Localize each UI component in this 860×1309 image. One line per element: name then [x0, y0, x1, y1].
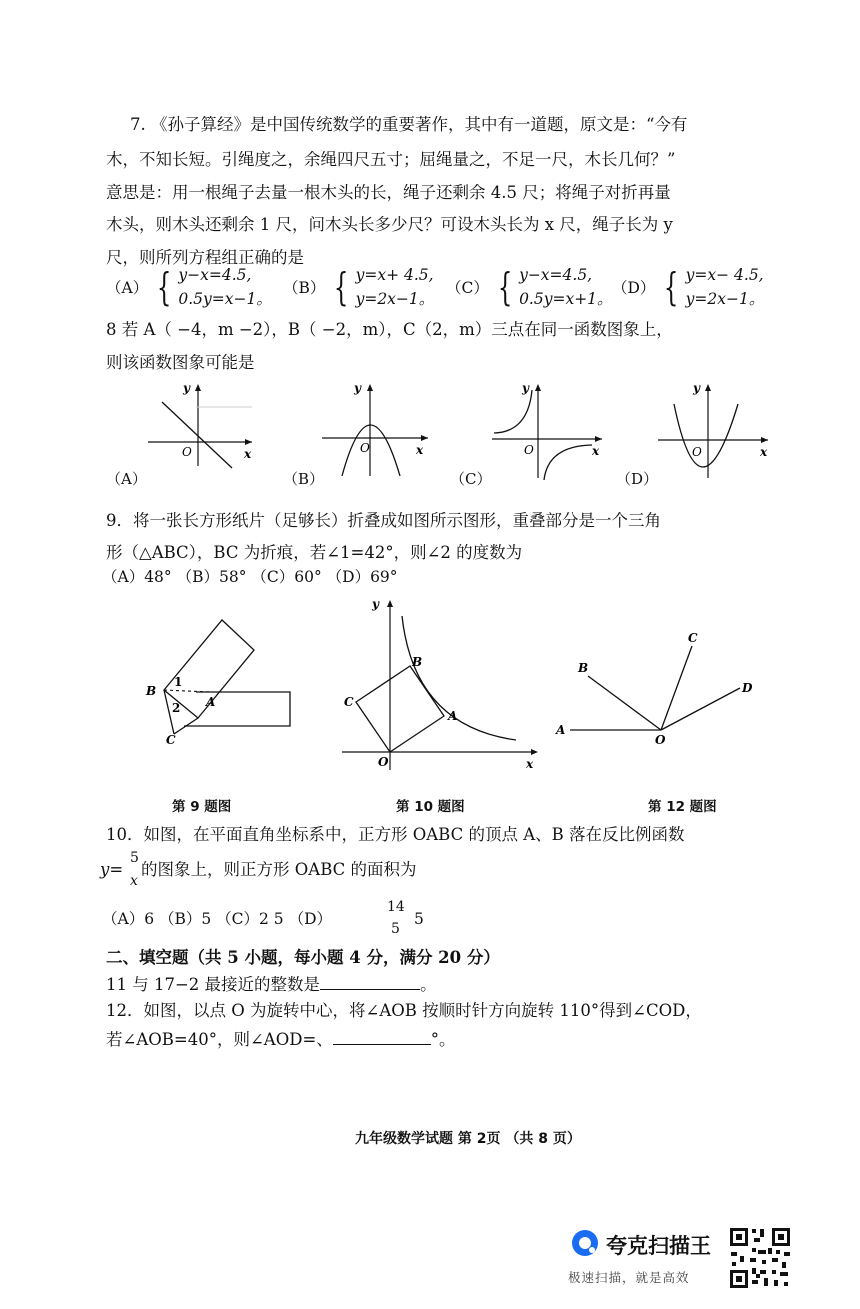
- option-label: （C）: [446, 279, 489, 297]
- hyperbola-branch-right: [544, 445, 592, 480]
- brand-name: 夸克扫描王: [606, 1234, 711, 1258]
- axis-label-y: y: [372, 597, 379, 611]
- axis-label-y: y: [522, 381, 529, 395]
- q8-graph-b: [316, 380, 436, 480]
- axis-label-y: y: [354, 381, 361, 395]
- q8-graph-a: [140, 380, 260, 470]
- axis-label-x: x: [244, 447, 252, 461]
- axis-label-y: y: [693, 381, 700, 395]
- q10-frac-den: x: [130, 873, 138, 889]
- q11-line: [106, 977, 437, 994]
- origin-label: O: [360, 441, 370, 455]
- q11-text: 11 与 17−2 最接近的整数是: [106, 975, 321, 994]
- origin-label: O: [692, 445, 702, 459]
- q8-option-d-label: （D）: [616, 470, 659, 488]
- parabola: [342, 425, 400, 476]
- hyperbola-branch-left: [494, 390, 532, 433]
- graph-line: [162, 402, 232, 468]
- axis-label-x: x: [760, 445, 768, 459]
- label-b: B: [146, 684, 157, 698]
- q7-line-1: 7. 《孙子算经》是中国传统数学的重要著作，其中有一道题，原文是：“今有: [130, 115, 688, 134]
- q11-end: 。: [420, 975, 437, 994]
- label-c: C: [166, 733, 176, 747]
- label-d: D: [742, 681, 753, 695]
- q9-line-2: 形（△ABC），BC 为折痕，若∠1=42°，则∠2 的度数为: [106, 543, 523, 562]
- q8-graph-c: [488, 380, 608, 480]
- q8-option-b-label: （B）: [283, 470, 325, 488]
- q8-option-a-label: （A）: [106, 470, 147, 488]
- q12-end: °。: [430, 1030, 456, 1049]
- fig12-rotated-angles: [550, 628, 770, 746]
- x-axis-arrow-icon: [595, 436, 602, 442]
- equation: y=2x−1。: [355, 290, 435, 308]
- option-label: （B）: [283, 279, 326, 297]
- q12-line-2: [106, 1032, 456, 1049]
- q9-options: （A）48° （B）58° （C）60° （D）69°: [102, 568, 398, 586]
- equation: y=x− 4.5,: [685, 266, 764, 284]
- equation: y=x+ 4.5,: [355, 266, 434, 284]
- q12-line-1: 12．如图，以点 O 为旋转中心，将∠AOB 按顺时针方向旋转 110°得到∠COD，: [106, 1001, 702, 1020]
- brace-icon: {: [664, 265, 679, 309]
- q10-line-2: 的图象上，则正方形 OABC 的面积为: [141, 860, 417, 879]
- option-label: （D）: [612, 279, 656, 297]
- x-axis-arrow-icon: [761, 437, 768, 443]
- label-c: C: [344, 695, 354, 709]
- q10-options: （A）6 （B）5 （C）2 5 （D）: [102, 910, 333, 928]
- ray-od: [661, 688, 740, 730]
- q12-text: 若∠AOB=40°，则∠AOD=、: [106, 1030, 333, 1049]
- axis-label-x: x: [416, 443, 424, 457]
- axis-label-y: y: [183, 381, 190, 395]
- ray-ob: [588, 676, 661, 730]
- q8-graph-d: [652, 380, 776, 480]
- origin-label: O: [524, 443, 534, 457]
- q7-option-c: [446, 263, 613, 311]
- equation: 0.5y=x+1。: [519, 290, 613, 308]
- q7-option-d: [612, 263, 764, 311]
- q7-line-3: 意思是：用一根绳子去量一根木头的长，绳子还剩余 4.5 尺；将绳子对折再量: [106, 183, 671, 202]
- fig9-folded-paper: [140, 612, 300, 748]
- label-b: B: [578, 661, 589, 675]
- square-oabc: [356, 666, 444, 752]
- equation: y=2x−1。: [685, 290, 765, 308]
- brace-icon: {: [157, 265, 172, 309]
- y-axis-arrow-icon: [535, 384, 541, 391]
- section-2-title: 二、填空题（共 5 小题，每小题 4 分，满分 20 分）: [106, 948, 500, 967]
- brace-icon: {: [334, 265, 349, 309]
- equation: 0.5y=x−1。: [178, 290, 272, 308]
- equation: y−x=4.5,: [178, 266, 252, 284]
- q7-line-2: 木，不知长短。引绳度之，余绳四尺五寸；屈绳量之，不足一尺，木长几何？”: [106, 150, 676, 169]
- x-axis-arrow-icon: [531, 749, 538, 755]
- origin-label: O: [378, 755, 389, 769]
- page-footer: 九年级数学试题 第 2页 （共 8 页）: [355, 1131, 581, 1147]
- q7-option-a: [106, 263, 272, 311]
- q7-line-4: 木头，则木头还剩余 1 尺，问木头长多少尺？可设木头长为 x 尺，绳子长为 y: [106, 215, 673, 234]
- q8-line-2: 则该函数图象可能是: [106, 353, 255, 372]
- hyperbola-curve: [402, 616, 516, 740]
- label-a: A: [556, 723, 566, 737]
- label-b: B: [412, 655, 423, 669]
- angle-1-label: 1: [174, 675, 183, 689]
- q10-opt-d-post: 5: [414, 910, 424, 928]
- fig10-caption: 第 10 题图: [396, 799, 465, 815]
- option-label: （A）: [106, 279, 149, 297]
- q12-answer-blank: [333, 1044, 431, 1045]
- equation: y−x=4.5,: [519, 266, 593, 284]
- q10-line-1: 10．如图，在平面直角坐标系中，正方形 OABC 的顶点 A、B 落在反比例函数: [106, 825, 685, 844]
- q9-line-1: 9．将一张长方形纸片（足够长）折叠成如图所示图形，重叠部分是一个三角: [106, 511, 661, 530]
- q8-line-1: 8 若 A（ −4，m −2），B（ −2，m），C（2，m）三点在同一函数图象上，: [106, 320, 673, 339]
- label-a: A: [448, 709, 458, 723]
- qr-code-icon: [728, 1226, 792, 1290]
- fig12-caption: 第 12 题图: [648, 799, 717, 815]
- q10-opt-d-num: 14: [387, 899, 405, 915]
- fig10-square-hyperbola: [336, 596, 548, 776]
- y-axis-arrow-icon: [705, 384, 711, 391]
- axis-label-x: x: [526, 757, 534, 771]
- y-axis-arrow-icon: [387, 600, 393, 607]
- angle-2-label: 2: [172, 701, 181, 715]
- brand-logo-icon: [570, 1228, 600, 1258]
- q11-answer-blank: [320, 989, 420, 990]
- label-a: A: [206, 695, 216, 709]
- q7-option-b: [283, 263, 434, 311]
- label-o: O: [655, 733, 666, 746]
- x-axis-arrow-icon: [421, 435, 428, 441]
- origin-label: O: [182, 445, 192, 459]
- fig9-caption: 第 9 题图: [172, 799, 232, 815]
- x-axis-arrow-icon: [245, 439, 252, 445]
- q10-opt-d-den: 5: [391, 921, 400, 937]
- brace-icon: {: [497, 265, 513, 309]
- q8-option-c-label: （C）: [450, 470, 492, 488]
- axis-label-x: x: [592, 444, 600, 458]
- q10-y-equals: y=: [100, 860, 124, 879]
- brand-slogan: 极速扫描，就是高效: [568, 1270, 690, 1285]
- q7-line-5: 尺，则所列方程组正确的是: [106, 248, 304, 267]
- label-c: C: [688, 631, 698, 645]
- q10-frac-num: 5: [130, 850, 139, 866]
- y-axis-arrow-icon: [195, 384, 201, 391]
- parabola: [674, 404, 738, 467]
- ray-oc: [661, 646, 692, 730]
- paper-strip: [184, 692, 290, 726]
- y-axis-arrow-icon: [367, 384, 373, 391]
- scanner-watermark: [566, 1224, 726, 1288]
